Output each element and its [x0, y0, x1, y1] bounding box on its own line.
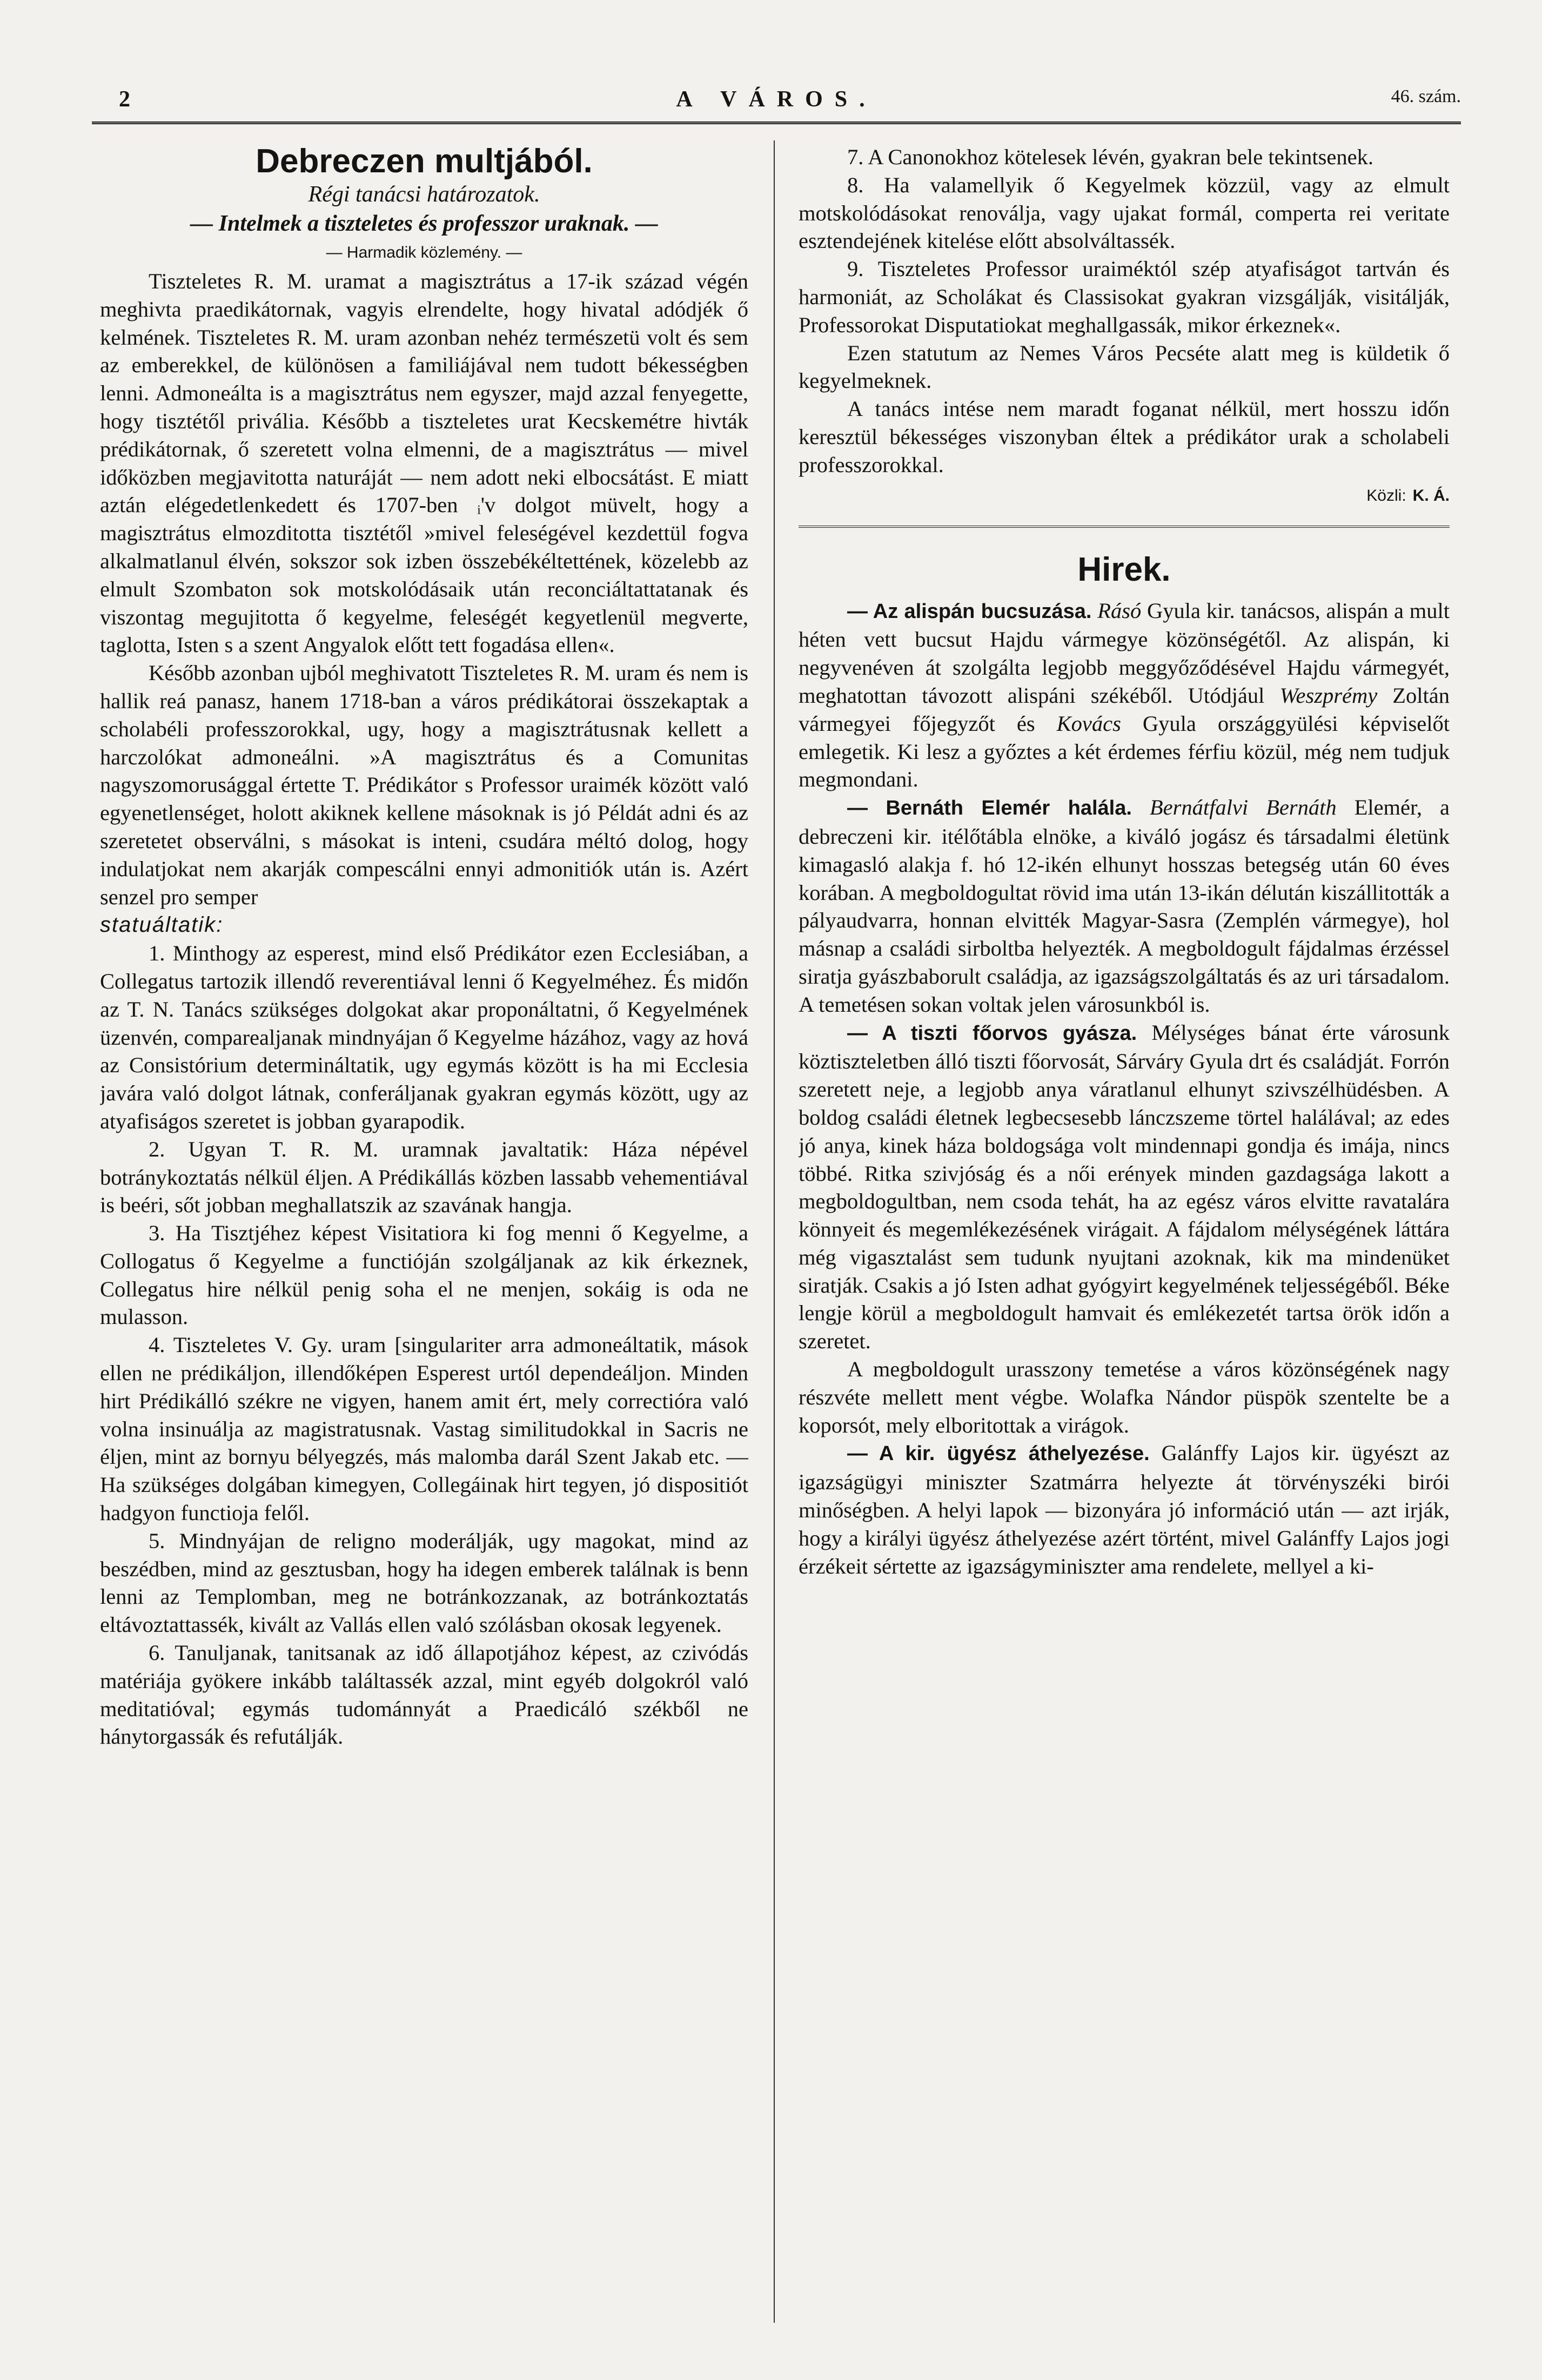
news-heading: — Bernáth Elemér halála. — [847, 797, 1132, 820]
left-column — [100, 143, 748, 2325]
page-header — [92, 86, 1461, 124]
part-label: — Harmadik közlemény. — — [326, 244, 522, 261]
article-title: Debreczen multjából. — [256, 143, 593, 180]
statute-item: 8. Ha valamellyik ő Kegyelmek közzül, vagy az elmult motskolódásokat renoválja, vagy ujakat formál, comperta rei veritate esztendejének kitelése előtt absolváltassék. — [799, 172, 1450, 253]
statuak-word: statuáltatik: — [100, 913, 224, 937]
statute-item: 2. Ugyan T. R. M. uramnak javaltatik: Háza népével botránykoztatás nélkül éljen. A Prédikállás közben lassabb vehementiával is beéri, sőt jobban meghallatszik az szavának hangja. — [100, 1137, 748, 1218]
statute-item: 9. Tiszteletes Professor uraiméktól szép atyafiságot tartván és harmoniát, az Scholákat és Classisokat gyakran vizsgálják, visitálják, Professorokat Disputatiokat meghallgassák, mikor érkeznek«. — [799, 257, 1450, 337]
section-rule — [799, 526, 1450, 528]
statute-item: 4. Tiszteletes V. Gy. uram [singulariter arra admoneáltatik, mások ellen ne prédikáljon, illendőképen Esperest urtól dependeáljon. Minden hirt Prédikálló székre ne vigyen, hanem amit ért, mely correctióra való volna insinuálja az magistratusnak. Vastag similitudokkal in Sacris ne éljen, mint az bornyu bélyegzés, más malomba darál Szent Jakab etc. — Ha szükséges dolgában kimegyen, Collegáinak hirt tegyen, jó dispositiót hadgyon functioja felől. — [100, 1333, 748, 1525]
article-subtitle: Régi tanácsi határozatok. — [308, 182, 540, 207]
signoff-label: Közli: — [1366, 486, 1406, 505]
news-name: Kovács — [1056, 711, 1121, 736]
news-heading: — A kir. ügyész áthelyezése. — [847, 1442, 1150, 1465]
news-item: — A kir. ügyész áthelyezése. Galánffy Lajos kir. ügyészt az igazságügyi miniszter Szatmárra helyezte át törvényszéki birói minőségben. A helyi lapok — bizonyára jó információ után — azt irják, hogy a királyi ügyész áthelyezése azért történt, mivel Galánffy Lajos jogi érzékeit sértette az igazságyminiszter ama rendelete, mellyel a ki- — [799, 1441, 1450, 1578]
article-signoff — [799, 482, 1450, 509]
news-section-title: Hirek. — [1077, 550, 1171, 588]
statute-item: 7. A Canonokhoz kötelesek lévén, gyakran bele tekintsenek. — [847, 145, 1373, 169]
article-paragraph: Tiszteletes R. M. uramat a magisztrátus a 17-ik század végén meghivta praedikátornak, vagyis elrendelte, hogy hivatal adódjék ő kelmének. Tiszteletes R. M. uram azonban nehéz természetü volt és sem az emberekkel, de különösen a familiájával nem tudott békességben lenni. Admoneálta is a magisztrátus nem egyszer, majd azzal fenyegette, hogy tisztétől privália. Később a tiszteletes urat Kecskemétre hivták prédikátornak, ő szeretett volna elmenni, de a magisztrátus — mivel időközben megjavitotta naturáját — nem adott neki elbocsátást. E miatt aztán elégedetlenkedett és 1707-ben ᵢ'v dolgot müvelt, hogy a magisztrátus elmozditotta tisztétől »mivel feleségével kezdettül fogva alkalmatlanul élvén, sokszor sok izben összebékéltettének, közelebb az elmult Szombaton sok motskolódásaik után reconciáltattatanak és viszontag megujitotta ő kegyelme, feleségét kegyetlenül megverte, taglotta, Isten s a szent Angyalok előtt tett fogadása ellen«. — [100, 269, 748, 657]
closing-paragraph: Ezen statutum az Nemes Város Pecséte alatt meg is küldetik ő kegyelmeknek. — [799, 340, 1450, 393]
article-heading-line: — Intelmek a tiszteletes és professzor uraknak. — — [190, 211, 658, 236]
news-item: — A tiszti főorvos gyásza. Mélységes bánat érte városunk köztiszteletben álló tiszti főorvosát, Sárváry Gyula drt és családját. Forrón szeretett neje, a legjobb anya váratlanul elhunyt szivszélhüdésben. A boldog családi életnek legbecsesebb lánczszeme törtel halálával; az edes jó anya, kinek háza boldogsága volt mindennapi gondja és imája, nincs többé. Ritka szivjóság és a női erények minden gazdagsága lakott a megboldogultban, nem csoda tehát, ha az egész város elvitte ravatalára könnyeit és megemlékezésének virágait. A fájdalom mélységének láttára még vigasztalást sem tudunk nyujtani azoknak, kik ma mindenüket siratják. Csakis a jó Isten adhat gyógyirt kegyelmének teljességéből. Béke lengje körül a megboldogult hamvait és emlékezetét tartsa örök időn a szeretet. — [799, 1020, 1450, 1354]
header-rule — [92, 122, 1461, 124]
news-item-continued: A megboldogult urasszony temetése a város közönségének nagy részvéte mellett ment végbe. Wolafka Nándor püspök szentelte be a koporsót, mely elboritottak a virágok. — [799, 1357, 1450, 1437]
news-name: Rásó — [1097, 598, 1142, 623]
news-name: Weszprémy — [1279, 683, 1378, 708]
signoff-name: K. Á. — [1412, 486, 1450, 505]
news-name: Bernátfalvi Bernáth — [1149, 795, 1337, 820]
page-number: 2 — [119, 87, 130, 112]
article-paragraph: Később azonban ujból meghivatott Tiszteletes R. M. uram és nem is hallik reá panasz, hanem 1718-ban a város prédikátorai összekaptak a scholabéli professzorokkal, ugy, hogy a magisztrátusnak kellett a harczolókat admoneálni. »A magisztrátus és a Comunitas nagyszomorusággal értette T. Prédikátor s Professor uraimék között való egyenetlenséget, holott akiknek kellene másoknak is jó Példát adni és az szeretetet observálni, s másokat is inteni, csudára méltó dolog, hogy indulatjokat nem akarják compescálni ennyi admonitiók után is. Azért senzel pro semper — [100, 661, 748, 909]
issue-number: 46. szám. — [1391, 86, 1461, 106]
right-column — [799, 143, 1450, 2325]
news-item: — Az alispán bucsuzása. Rásó Gyula kir. tanácsos, alispán a mult héten vett bucsut Hajdu vármegye közönségétől. Az alispán, ki negyvenéven át szolgálta legjobb meggyőződésével Hajdu vármegyét, meghatottan távozott alispáni székéből. Utódjául Weszprémy Zoltán vármegyei főjegyzőt és Kovács Gyula országgyülési képviselőt emlegetik. Ki lesz a győztes a két érdemes férfiu közül, még nem tudjuk megmondani. — [799, 598, 1450, 792]
statute-item: 5. Mindnyájan de religno moderálják, ugy magokat, mind az beszédben, mind az gesztusban, hogy ha idegen emberek találnak is benn lenni az Templomban, meg ne botránkozzanak, az botránkoztatás eltávoztattassék, kivált az Vallás ellen való szólásban okosak legyenek. — [100, 1528, 748, 1637]
publication-title: A VÁROS. — [676, 87, 877, 112]
statute-item-start: 6. Tanuljanak, tanitsanak az idő állapotjához képest, az czivódás matériája gyökere inkább találtassék azzal, mint egyéb dolgokról való meditatióval; egymás tudománnyát a Praedicáló székből ne hánytorgassák és refutálják. — [100, 1641, 748, 1749]
news-heading: — A tiszti főorvos gyásza. — [847, 1021, 1137, 1045]
column-divider — [774, 140, 775, 2323]
news-item: — Bernáth Elemér halála. Bernátfalvi Bernáth Elemér, a debreczeni kir. itélőtábla elnöke, a kiváló jogász és társadalmi életünk kimagasló alakja f. hó 12-ikén elhunyt hosszas betegség után 60 éves korában. A megboldogultat rövid ima után 13-ikán délután kiszállitották a pályaudvarra, honnan elvitték Magyar-Sasra (Zemplén vármegye), hol másnap a családi sirboltba helyezték. A megboldogult fájdalmas érzéssel siratja gyászbaborult családja, az igazságszolgáltatás és az uri társadalom. A temetésen sokan voltak jelen városunkból is. — [799, 795, 1450, 1017]
statute-item: 1. Minthogy az esperest, mind első Prédikátor ezen Ecclesiában, a Collegatus tartozik illendő reverentiával lenni ő Kegyelméhez. És midőn az T. N. Tanács szükséges dolgokat akar proponáltatni, ő Kegyelmének üzenvén, comparealjanak mindnyájan ő Kegyelme házához, vagy az hová az Consistórium determináltatik, ugy egymás között is ha mi Ecclesia javára való dolgot látnak, conferáljanak gyakran egymás között, ugy az atyafiságos szeretet is jobban gyarapodik. — [100, 941, 748, 1133]
closing-paragraph: A tanács intése nem maradt foganat nélkül, mert hosszu időn keresztül békességes viszonyban éltek a prédikátor urak a scholabeli professzorokkal. — [799, 396, 1450, 477]
news-heading: — Az alispán bucsuzása. — [847, 600, 1092, 623]
statute-item: 3. Ha Tisztjéhez képest Visitatiora ki fog menni ő Kegyelme, a Collogatus ő Kegyelme a functióján szolgáljanak az kik érkeznek, Collegatus hire nélkül penig soha el ne menjen, sokáig is oda ne mulasson. — [100, 1221, 748, 1329]
